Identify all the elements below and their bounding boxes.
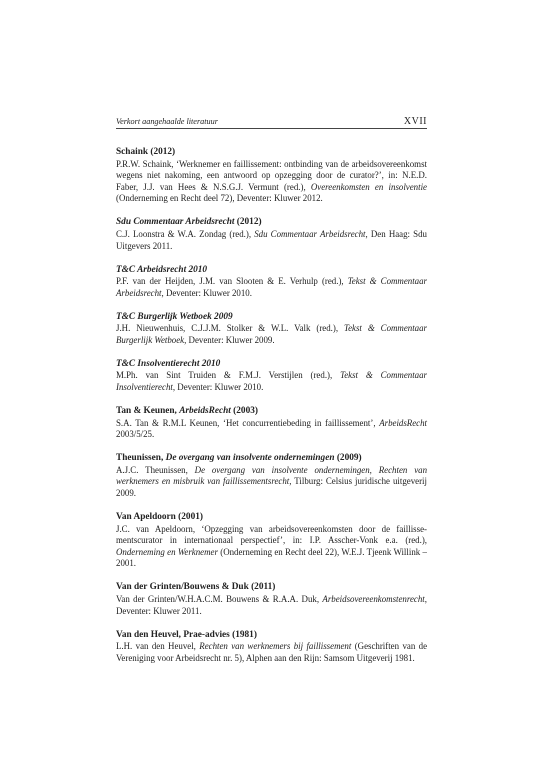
reference-title (116, 359, 427, 371)
reference-list (116, 147, 427, 677)
italic-text: Overeenkomsten en insolventie (310, 181, 427, 192)
text-run: (2009) (334, 453, 362, 464)
reference-entry (116, 147, 427, 205)
reference-title (116, 147, 427, 159)
text-run: (2012) (234, 217, 262, 228)
text-run: , Deventer: Kluwer 2009. (184, 334, 275, 345)
reference-body (116, 159, 427, 205)
italic-text: T&C Arbeidsrecht 2010 (116, 264, 208, 275)
running-header (116, 116, 427, 127)
reference-entry (116, 406, 427, 441)
reference-entry (116, 359, 427, 394)
header-rule (116, 128, 427, 129)
text-run: P.R.W. Schaink, ‘Werknemer en faillissement: ontbinding van de arbeidsovereenkomst wegens niet nakoming, een antwoord op opzegging door de curator?’, in: N.E.D. Faber, J.J. van Hees & N.S.G.J. Vermunt (red.), (116, 158, 427, 192)
text-run: Van den Heuvel, Prae-advies (1981) (116, 629, 257, 640)
text-run: Tan & Keunen, (116, 406, 180, 417)
reference-body (116, 370, 427, 393)
italic-text: De overgang van insolvente ondernemingen (165, 453, 335, 464)
reference-title (116, 265, 427, 277)
reference-title (116, 512, 427, 524)
italic-text: Arbeidsovereenkomstenrecht (322, 593, 425, 604)
text-run: S.A. Tan & R.M.L Keunen, ‘Het concurrentiebeding in faillissement’, (116, 417, 380, 428)
text-run: (Onderneming en Recht deel 72), Deventer: Kluwer 2012. (116, 193, 323, 204)
italic-text: Sdu Commentaar Arbeidsrecht (254, 228, 366, 239)
italic-text: T&C Insolventierecht 2010 (116, 358, 221, 369)
reference-entry (116, 582, 427, 617)
reference-title (116, 217, 427, 229)
text-run: , Tilburg: Celsius juridische uitgeverij 2009. (116, 476, 427, 498)
running-title: Verkort aangehaalde literatuur (116, 117, 218, 126)
text-run: C.J. Loonstra & W.A. Zondag (red.), (116, 228, 255, 239)
text-run: Van der Grinten/Bouwens & Duk (2011) (116, 582, 276, 593)
text-run: A.J.C. Theunissen, (116, 464, 195, 475)
reference-entry (116, 265, 427, 300)
reference-title (116, 453, 427, 465)
text-run: J.H. Nieuwenhuis, C.J.J.M. Stolker & W.L. Valk (red.), (116, 323, 344, 334)
italic-text: Tekst & Commentaar Burgerlijk Wetboek (116, 323, 427, 345)
text-run: (2003) (230, 406, 258, 417)
reference-body (116, 323, 427, 346)
reference-body (116, 276, 427, 299)
reference-entry (116, 512, 427, 570)
italic-text: Tekst & Commentaar Insolventierecht (116, 370, 427, 393)
reference-body (116, 524, 427, 570)
reference-title (116, 582, 427, 594)
text-run: Van Apeldoorn (2001) (116, 511, 203, 522)
reference-entry (116, 312, 427, 347)
text-run: , Den Haag: Sdu Uitgevers 2011. (116, 228, 427, 251)
text-run: (Geschriften van de Vereniging voor Arbeidsrecht nr. 5), Alphen aan den Rijn: Samsom Uitgeverij 1981. (116, 641, 428, 663)
italic-text: Onderneming en Werknemer (116, 546, 218, 557)
page-number: XVII (403, 116, 427, 127)
italic-text: Tekst & Commentaar Arbeidsrecht (116, 276, 427, 298)
italic-text: T&C Burgerlijk Wetboek 2009 (116, 311, 233, 322)
italic-text: Rechten van werknemers bij faillissement (199, 641, 352, 652)
text-run: (Onderneming en Recht deel 22), W.E.J. Tjeenk Willink – 2001. (116, 546, 427, 569)
reference-title (116, 406, 427, 418)
italic-text: ArbeidsRecht (379, 417, 427, 428)
reference-body (116, 641, 427, 664)
reference-body (116, 594, 427, 617)
text-run: , Deventer: Kluwer 2010. (161, 287, 252, 298)
text-run: , Deventer: Kluwer 2010. (172, 382, 264, 393)
text-run: J.C. van Apeldoorn, ‘Opzegging van arbeidsovereenkomsten door de faillissementscurator in internationaal perspectief’, in: I.P. Asscher-Vonk e.a. (red.), (116, 523, 427, 546)
italic-text: De overgang van insolvente ondernemingen, Rechten van werknemers en misbruik van faillissementsrecht (116, 464, 428, 487)
reference-body (116, 418, 427, 441)
reference-entry (116, 630, 427, 665)
reference-entry (116, 453, 427, 499)
text-run: P.F. van der Heijden, J.M. van Slooten & E. Verhulp (red.), (116, 276, 348, 287)
text-run: M.Ph. van Sint Truiden & F.M.J. Verstijlen (red.), (116, 370, 341, 381)
text-run: L.H. van den Heuvel, (116, 641, 200, 652)
italic-text: ArbeidsRecht (179, 406, 231, 417)
text-run: Theunissen, (116, 453, 166, 464)
reference-body (116, 465, 427, 500)
text-run: Van der Grinten/W.H.A.C.M. Bouwens & R.A.A. Duk, (116, 593, 323, 604)
reference-body (116, 229, 427, 252)
italic-text: Sdu Commentaar Arbeidsrecht (116, 217, 235, 228)
reference-entry (116, 217, 427, 252)
text-run: Schaink (2012) (116, 147, 176, 157)
reference-title (116, 630, 427, 642)
text-run: , Deventer: Kluwer 2011. (116, 593, 427, 616)
reference-title (116, 312, 427, 324)
text-run: 2003/5/25. (116, 429, 155, 440)
